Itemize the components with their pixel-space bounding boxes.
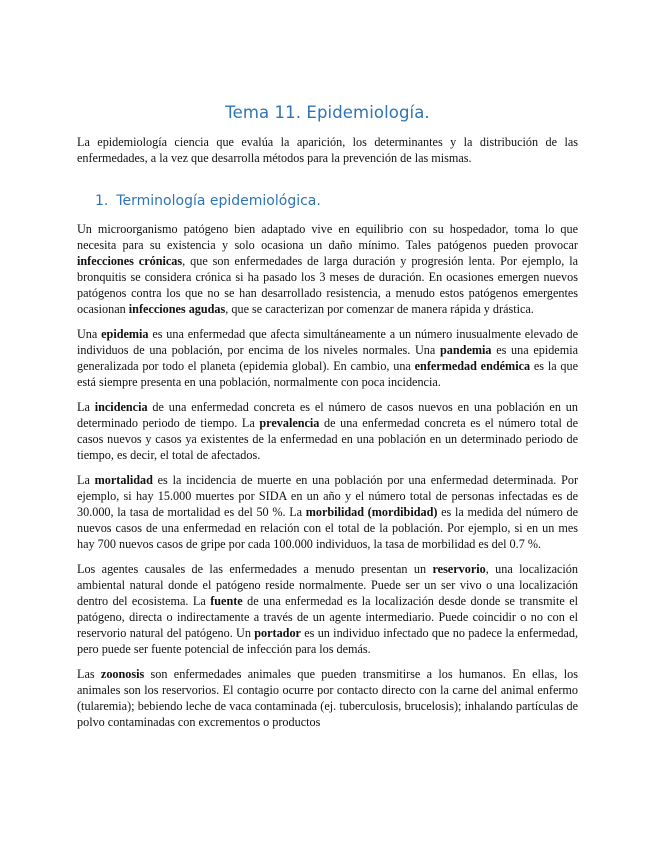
page-title: Tema 11. Epidemiología. <box>225 103 430 122</box>
term-epidemia: epidemia <box>101 326 149 341</box>
paragraph-incidencia: La incidencia de una enfermedad concreta es el número de casos nuevos en una población en un determinado periodo de tiempo. La prevalencia de una enfermedad concreta es el número total de casos nuevos y casos ya existentes de la enfermedad en una población en un determinado periodo de tiempo, es decir, el total de afectados. <box>77 400 578 462</box>
intro-paragraph: La epidemiología ciencia que evalúa la aparición, los determinantes y la distribución de las enfermedades, a la vez que desarrolla métodos para la prevención de las mismas. <box>77 135 578 165</box>
section-body <box>77 222 578 740</box>
section-number: 1. <box>95 193 109 209</box>
paragraph-chronic-acute: Un microorganismo patógeno bien adaptado vive en equilibrio con su hospedador, toma lo que necesita para su existencia y solo ocasiona un daño mínimo. Tales patógenos pueden provocar infecciones crónicas, que son enfermedades de larga duración y progresión lenta. Por ejemplo, la bronquitis se considera crónica si ha pasado los 3 meses de duración. En ocasiones emergen nuevos patógenos contra los que no se han desarrollado resistencia, a menudo estos patógenos emergentes ocasionan infecciones agudas, que se caracterizan por comenzar de manera rápida y drástica. <box>77 222 578 316</box>
term-reservorio: reservorio <box>432 562 486 577</box>
term-fuente: fuente <box>210 594 243 609</box>
paragraph-reservorio: Los agentes causales de las enfermedades a menudo presentan un reservorio, una localización ambiental natural donde el patógeno reside normalmente. Puede ser un ser vivo o una localización dentro del ecosistema. La fuente de una enfermedad es la localización desde donde se transmite el patógeno, directa o indirectamente a través de un agente intermediario. Puede coincidir o no con el reservorio natural del patógeno. Un portador es un individuo infectado que no padece la enfermedad, pero puede ser fuente potencial de infección para los demás. <box>77 562 578 656</box>
section-title: Terminología epidemiológica. <box>116 193 321 209</box>
paragraph-zoonosis: Las zoonosis son enfermedades animales que pueden transmitirse a los humanos. En ellas, los animales son los reservorios. El contagio ocurre por contacto directo con la carne del animal enfermo (tularemia); bebiendo leche de vaca contaminada (ej. tuberculosis, brucelosis); inhalando partículas de polvo contaminadas con excrementos o productos <box>77 667 578 729</box>
term-infecciones-cronicas: infecciones crónicas <box>77 253 183 268</box>
term-infecciones-agudas: infecciones agudas <box>128 301 226 316</box>
term-mortalidad: mortalidad <box>94 473 153 488</box>
term-enfermedad-endemica: enfermedad endémica <box>414 358 531 373</box>
term-prevalencia: prevalencia <box>259 415 320 430</box>
paragraph-mortalidad: La mortalidad es la incidencia de muerte en una población por una enfermedad determinada. Por ejemplo, si hay 15.000 muertes por SIDA en un año y el número total de personas infectadas es de 30.000, la tasa de mortalidad es del 50 %. La morbilidad (mordibidad) es la medida del número de nuevos casos de una enfermedad en relación con el total de la población. Por ejemplo, si en un mes hay 700 nuevos casos de gripe por cada 100.000 individuos, la tasa de morbilidad es del 0.7 %. <box>77 473 579 551</box>
paragraph-epidemia: Una epidemia es una enfermedad que afecta simultáneamente a un número inusualmente elevado de individuos de una población, por encima de los niveles normales. Una pandemia es una epidemia generalizada por todo el planeta (epidemia global). En cambio, una enfermedad endémica es la que está siempre presenta en una población, normalmente con poca incidencia. <box>77 326 578 389</box>
term-incidencia: incidencia <box>94 400 148 415</box>
term-pandemia: pandemia <box>440 342 492 357</box>
term-zoonosis: zoonosis <box>100 667 145 682</box>
term-portador: portador <box>254 625 301 640</box>
section-heading <box>95 193 321 209</box>
term-morbilidad: morbilidad (mordibidad) <box>305 505 438 519</box>
